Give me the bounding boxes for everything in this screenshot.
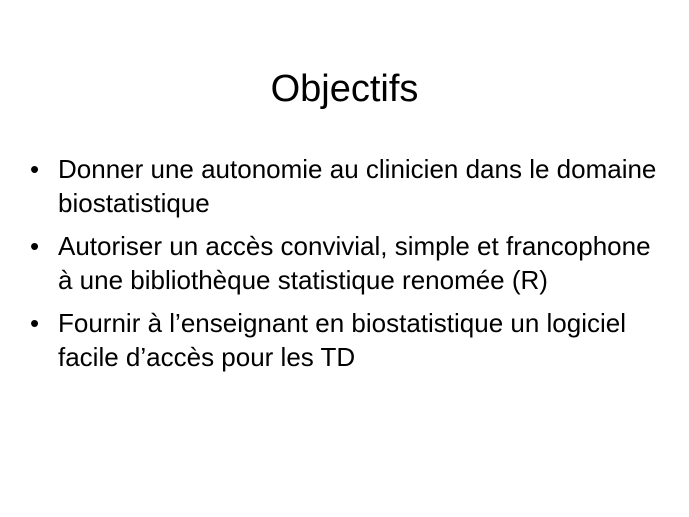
bullet-icon: • (30, 308, 40, 338)
bullet-text: Autoriser un accès convivial, simple et francophone à une bibliothèque statistique renomée (R) (58, 231, 651, 295)
list-item (28, 152, 658, 220)
list-item (28, 229, 658, 297)
bullet-text: Donner une autonomie au clinicien dans le domaine biostatistique (58, 154, 657, 218)
list-item (28, 306, 658, 374)
bullet-list (28, 152, 658, 383)
slide-title: Objectifs (270, 68, 419, 110)
bullet-icon: • (30, 154, 40, 184)
bullet-text: Fournir à l’enseignant en biostatistique un logiciel facile d’accès pour les TD (58, 308, 627, 372)
bullet-icon: • (30, 231, 40, 261)
